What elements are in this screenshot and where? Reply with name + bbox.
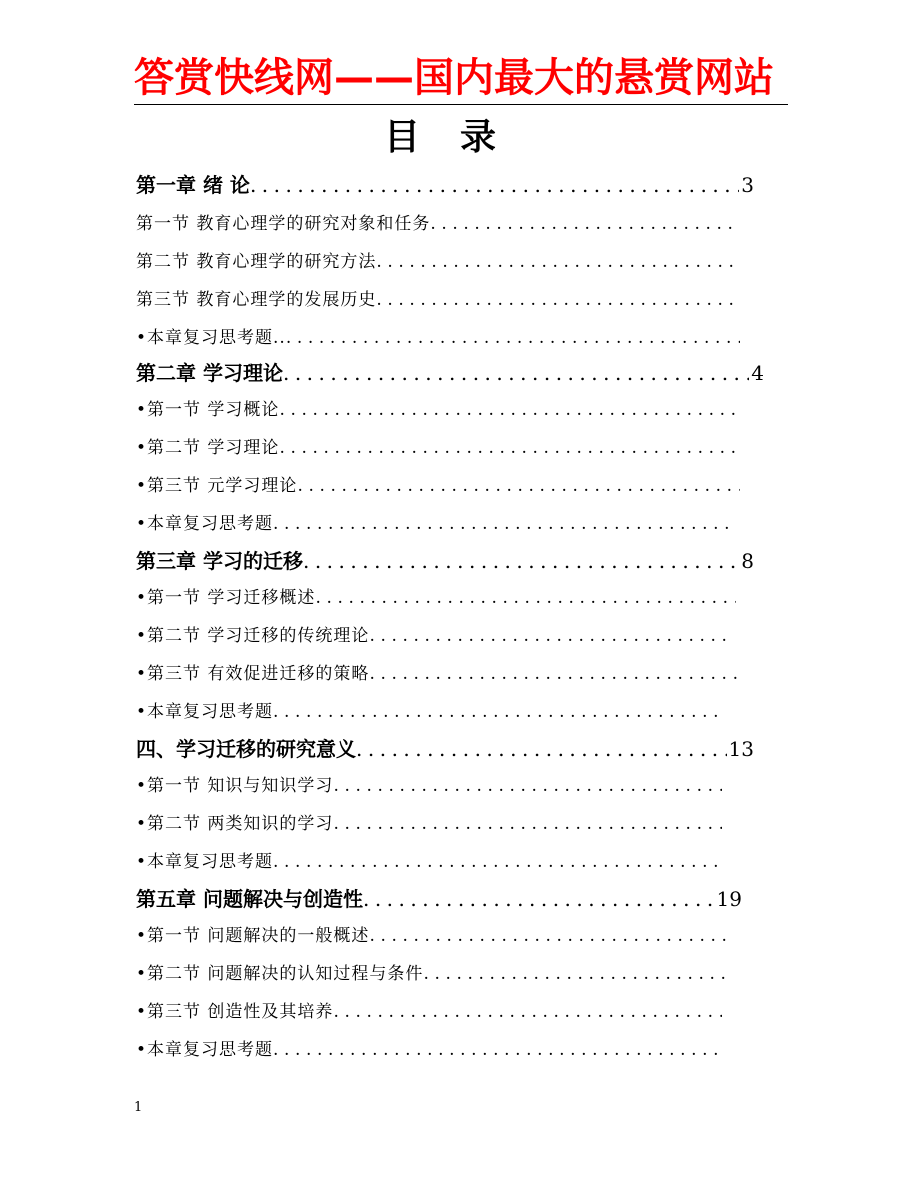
toc-section-entry[interactable] [136, 468, 742, 504]
toc-dot-leader [303, 542, 739, 580]
footer-page-number: 1 [134, 1100, 143, 1115]
toc-entry-page-number: 8 [741, 549, 754, 573]
toc-title: 目录 [383, 116, 536, 158]
toc-dot-leader [356, 730, 727, 768]
toc-entry-label: •本章复习思考题 [136, 1040, 274, 1060]
toc-entry-label: •本章复习思考题 [136, 702, 274, 722]
toc-entry-label: 第五章 问题解决与创造性 [136, 887, 363, 911]
toc-entry-label: •本章复习思考题 [136, 852, 274, 872]
toc-section-entry[interactable] [136, 768, 724, 804]
toc-section-entry[interactable] [136, 282, 742, 318]
toc-entry-label: •第二节 两类知识的学习 [136, 814, 334, 834]
toc-entry-label: •本章复习思考题.. [136, 328, 286, 348]
toc-dot-leader [279, 430, 740, 466]
toc-section-entry[interactable] [136, 430, 742, 466]
banner-divider [134, 104, 788, 105]
toc-entry-page-number: 4 [751, 361, 764, 385]
toc-dot-leader [283, 354, 749, 392]
toc-entry-label: •第三节 有效促进迁移的策略 [136, 664, 370, 684]
toc-dot-leader [273, 844, 722, 880]
toc-entry-label: •第二节 问题解决的认知过程与条件 [136, 964, 424, 984]
toc-section-entry[interactable] [136, 392, 742, 428]
toc-chapter-entry[interactable] [136, 542, 754, 580]
toc-chapter-entry[interactable] [136, 880, 742, 918]
site-banner: 答赏快线网——国内最大的悬赏网站 [134, 55, 774, 101]
toc-chapter-entry[interactable] [136, 730, 754, 768]
toc-dot-leader [315, 580, 736, 616]
toc-entry-page-number: 13 [728, 737, 754, 761]
toc-entry-page-number: 19 [716, 887, 742, 911]
toc-chapter-entry[interactable] [136, 166, 754, 204]
toc-dot-leader [333, 994, 722, 1030]
toc-entry-label: 四、学习迁移的研究意义 [136, 737, 356, 761]
toc-entry-label: •第一节 学习概论 [136, 400, 280, 420]
toc-section-entry[interactable] [136, 580, 738, 616]
toc-entry-label: 第一章 绪 论 [136, 173, 250, 197]
toc-dot-leader [369, 656, 740, 692]
toc-dot-leader [363, 880, 715, 918]
toc-dot-leader [279, 392, 740, 428]
toc-section-entry[interactable] [136, 506, 734, 542]
toc-section-entry[interactable] [136, 244, 742, 280]
toc-section-entry[interactable] [136, 618, 732, 654]
toc-dot-leader [273, 694, 722, 730]
toc-section-entry[interactable] [136, 694, 724, 730]
toc-dot-leader [333, 806, 722, 842]
toc-entry-label: 第三章 学习的迁移 [136, 549, 303, 573]
toc-dot-leader [286, 320, 740, 356]
toc-entry-label: •第二节 学习迁移的传统理论 [136, 626, 370, 646]
toc-entry-label: •第一节 知识与知识学习 [136, 776, 334, 796]
toc-dot-leader [369, 918, 728, 954]
toc-dot-leader [273, 1032, 722, 1068]
toc-dot-leader [376, 282, 740, 318]
toc-section-entry[interactable] [136, 844, 724, 880]
toc-dot-leader [297, 468, 740, 504]
toc-entry-label: 第二章 学习理论 [136, 361, 283, 385]
toc-entry-label: 第三节 教育心理学的发展历史 [136, 290, 377, 310]
toc-dot-leader [423, 956, 730, 992]
toc-dot-leader [369, 618, 730, 654]
toc-entry-label: •第一节 学习迁移概述 [136, 588, 316, 608]
toc-entry-label: •第三节 元学习理论 [136, 476, 298, 496]
toc-section-entry[interactable] [136, 918, 730, 954]
toc-chapter-entry[interactable] [136, 354, 764, 392]
toc-section-entry[interactable] [136, 1032, 724, 1068]
toc-section-entry[interactable] [136, 656, 742, 692]
toc-dot-leader [376, 244, 740, 280]
toc-entry-page-number: 3 [741, 173, 754, 197]
toc-entry-label: •本章复习思考题 [136, 514, 274, 534]
toc-entry-label: •第三节 创造性及其培养 [136, 1002, 334, 1022]
toc-dot-leader [430, 206, 740, 242]
toc-dot-leader [250, 166, 739, 204]
toc-section-entry[interactable] [136, 320, 742, 356]
toc-section-entry[interactable] [136, 994, 724, 1030]
toc-dot-leader [273, 506, 732, 542]
toc-entry-label: •第二节 学习理论 [136, 438, 280, 458]
toc-entry-label: •第一节 问题解决的一般概述 [136, 926, 370, 946]
toc-entry-label: 第一节 教育心理学的研究对象和任务 [136, 214, 431, 234]
toc-section-entry[interactable] [136, 206, 742, 242]
toc-section-entry[interactable] [136, 956, 732, 992]
toc-entry-label: 第二节 教育心理学的研究方法 [136, 252, 377, 272]
toc-dot-leader [333, 768, 722, 804]
toc-section-entry[interactable] [136, 806, 724, 842]
